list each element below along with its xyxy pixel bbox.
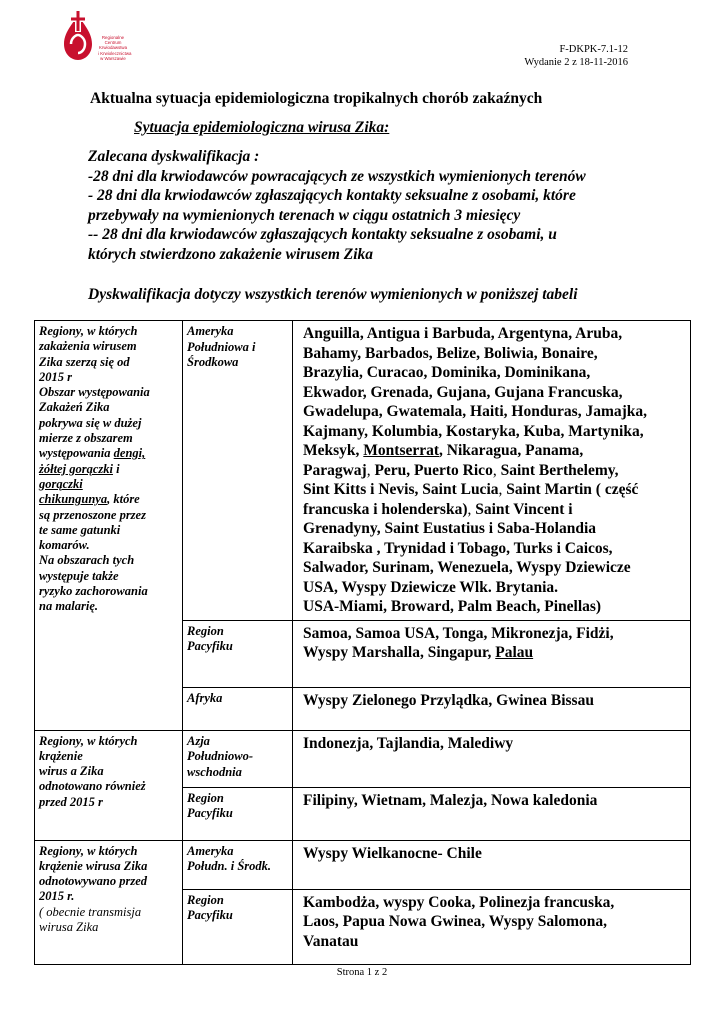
text-run: są przenoszone przez [39,507,146,522]
country-text: Samoa, Samoa USA, Tonga, Mikronezja, Fidżi, [303,624,614,642]
region-group-description [35,321,183,731]
region-group-description [35,840,183,964]
description-line [39,874,178,889]
region-name-cell [183,889,293,964]
countries-line [303,480,686,500]
region-name-line: Pacyfiku [187,639,233,653]
text-run: pokrywa się w dużej [39,415,142,430]
disqualification-heading: Zalecana dyskwalifikacja : [88,148,260,165]
logo-line: Centrum [104,40,122,46]
page-footer: Strona 1 z 2 [336,967,388,978]
country-text: Montserrat [363,442,440,459]
table-row [35,321,691,621]
region-name-line: Afryka [187,690,223,705]
table-row [35,730,691,787]
countries-line [303,402,686,422]
description-line [39,599,178,614]
text-run: odnotowano również [39,779,146,794]
region-name-line: Region [187,623,224,638]
countries-line [303,324,686,344]
country-text: Laos, Papua Nowa Gwinea, Wyspy Salomona, [303,913,608,930]
country-text: Wyspy Marshalla, Singapur, [303,644,496,661]
country-text: Gwadelupa, Gwatemala, Haiti, Honduras, Jamajka, [303,403,648,420]
description-line [39,477,178,492]
description-line [39,764,178,779]
text-run: wirus a Zika [39,764,104,779]
description-line [39,523,178,538]
countries-line [303,734,686,754]
description-line [39,779,178,794]
text-run: krążenie wirusa Zika [39,858,148,873]
table-body [35,321,691,965]
countries-line [303,441,686,461]
country-text: Paragwaj [303,461,367,479]
description-line [39,355,178,370]
countries-line [303,624,686,644]
description-line [39,431,178,446]
country-text: francuska i holenderska) [303,500,468,518]
country-text: , [366,461,375,479]
region-name-cell [183,787,293,840]
region-name-line: Środkowa [187,355,239,369]
country-text: Meksyk, [303,442,364,459]
text-run: odnotowywano przed [39,874,148,889]
blood-drop-logo-icon [62,8,102,68]
description-line [39,385,178,400]
country-text: Filipiny, Wietnam, Malezja, Nowa kaledonia [303,791,598,809]
region-name-line: Południowo- [187,749,253,763]
countries-line [303,578,686,598]
description-line [39,324,178,339]
description-line [39,400,178,415]
region-name-line: Ameryka [187,324,234,338]
countries-line [303,558,686,578]
description-line [39,749,178,764]
text-run: Regiony, w których [39,733,138,748]
region-name-line: Ameryka [187,843,234,858]
description-line [39,859,178,874]
region-name-line: wschodnia [187,764,242,779]
country-text: Brazylia, Curacao, Dominika, Dominikana, [303,364,591,381]
logo-line: Regionalne [101,35,125,40]
text-run: 2015 r [39,369,72,384]
countries-line [303,500,686,520]
text-run: dengi, [113,446,146,461]
country-text: USA, Wyspy Dziewicze Wlk. Brytania. [303,578,559,596]
country-text: Anguilla, Antigua i Barbuda, Argentyna, Aruba, [303,325,623,342]
description-line [39,508,178,523]
text-run: mierze z obszarem [39,431,133,446]
description-line [39,339,178,354]
description-line [39,492,178,507]
countries-line [303,912,686,932]
table-note: Dyskwalifikacja dotyczy wszystkich terenów wymienionych w poniższej tabeli [88,286,578,303]
countries-line [303,344,686,364]
form-code: F-DKPK-7.1-12 [559,44,628,55]
countries-line [303,363,686,383]
country-text: Peru, Puerto Rico [374,461,493,479]
text-run: Na obszarach tych [39,553,135,568]
country-text: Sint Kitts i Nevis, Saint Lucia [303,481,499,498]
countries-line [303,691,686,711]
region-group-description [35,730,183,840]
country-text: Saint Berthelemy, [500,461,619,479]
description-line [39,844,178,859]
page-title: Aktualna sytuacja epidemiologiczna tropikalnych chorób zakaźnych [90,90,543,107]
description-line [39,584,178,599]
text-run: ( obecnie transmisja [39,904,142,919]
table-row [35,840,691,889]
region-name-line: Azja [187,733,210,748]
text-run: występowania [39,446,114,461]
country-text: Kajmany, Kolumbia, Kostaryka, Kuba, Martynika, [303,422,644,440]
description-line [39,416,178,431]
countries-cell [293,889,691,964]
edition-date: Wydanie 2 z 18-11-2016 [524,57,628,68]
country-text: , [498,481,507,498]
disqualification-line: -- 28 dni dla krwiodawców zgłaszających kontakty seksualne z osobami, u [88,226,557,243]
country-text: , Nikaragua, Panama, [439,442,584,459]
logo-line: Krwiodawstwa [98,45,128,51]
description-line [39,538,178,553]
disqualification-line: - 28 dni dla krwiodawców zgłaszających kontakty seksualne z osobami, które [88,187,576,204]
description-line [39,734,178,749]
text-run: na malarię. [39,599,99,614]
text-run: komarów. [39,538,90,553]
text-run: chikungunya [39,492,108,507]
countries-line [303,643,686,663]
text-run: zakażenia wirusem [39,339,137,354]
country-text: Palau [495,644,534,661]
text-run: występuje także [39,568,119,583]
disqualification-line: przebywały na wymienionych terenach w ciągu ostatnich 3 miesięcy [88,206,521,224]
logo-text [98,35,132,61]
text-run: 2015 r. [39,889,75,904]
text-run: , które [107,492,140,507]
text-run: i [112,461,120,476]
countries-line [303,791,686,811]
disqualification-line: których stwierdzono zakażenie wirusem Zika [88,245,374,263]
description-line [39,905,178,920]
country-text: Vanatau [303,932,359,950]
text-run: Regiony, w których [39,843,138,858]
region-name-cell [183,620,293,687]
country-text: Karaibska , Trynidad i Tobago, Turks i Caicos, [303,539,613,557]
region-name-line: Pacyfiku [187,806,233,820]
country-text: Wyspy Wielkanocne- Chile [303,844,482,862]
region-name-line: Region [187,790,224,805]
countries-cell [293,730,691,787]
document-id [524,43,628,69]
countries-line [303,383,686,403]
text-run: żółtej gorączki [39,461,113,476]
text-run: Obszar występowania [39,385,150,400]
region-name-line: Połudn. i Środk. [187,859,272,873]
text-run: przed 2015 r [39,794,103,809]
region-name-cell [183,321,293,621]
countries-cell [293,840,691,889]
text-run: te same gatunki [39,522,121,537]
text-run: gorączki [39,476,83,491]
region-name-cell [183,687,293,730]
description-line [39,889,178,904]
text-run: Zakażeń Zika [39,400,110,415]
disqualification-line: -28 dni dla krwiodawców powracających ze wszystkich wymienionych terenów [88,167,586,185]
text-run: wirusa Zika [39,919,99,934]
logo-line: w Warszawie [100,55,126,61]
countries-line [303,461,686,481]
text-run: Zika szerzą się od [39,354,130,369]
region-name-cell [183,840,293,889]
text-run: ryzyko zachorowania [39,584,148,599]
zika-regions-table [34,320,691,965]
country-text: Ekwador, Grenada, Gujana, Gujana Francuska, [303,383,623,401]
country-text: , [467,500,476,518]
description-line [39,569,178,584]
country-text: Wyspy Zielonego Przylądka, Gwinea Bissau [303,691,594,709]
region-name-cell [183,730,293,787]
description-line [39,370,178,385]
country-text: Saint Vincent i [475,500,573,518]
country-text: Indonezja, Tajlandia, Malediwy [303,734,514,752]
countries-line [303,519,686,539]
country-text: Salwador, Surinam, Wenezuela, Wyspy Dziewicze [303,559,631,576]
country-text: , [492,461,501,479]
text-run: krążenie [39,748,83,763]
region-name-line: Region [187,892,224,907]
description-line [39,446,178,461]
country-text: Bahamy, Barbados, Belize, Boliwia, Bonaire, [303,344,598,362]
countries-line [303,422,686,442]
countries-cell [293,620,691,687]
country-text: USA-Miami, Broward, Palm Beach, Pinellas) [303,598,602,615]
countries-line [303,893,686,913]
country-text: Saint Martin ( część [506,481,639,498]
countries-line [303,597,686,617]
rckik-logo [62,8,132,68]
description-line [39,462,178,477]
country-text: Kambodża, wyspy Cooka, Polinezja francuska, [303,893,615,911]
description-line [39,795,178,810]
text-run: Regiony, w których [39,324,138,338]
countries-cell [293,321,691,621]
country-text: Grenadyny, Saint Eustatius i Saba-Holandia [303,520,597,537]
section-subtitle: Sytuacja epidemiologiczna wirusa Zika: [134,119,390,136]
description-line [39,553,178,568]
countries-line [303,844,686,864]
disqualification-block [88,147,668,264]
logo-line: i Krwiolecznictwa [98,50,132,56]
countries-cell [293,787,691,840]
region-name-line: Południowa i [187,339,256,354]
region-name-line: Pacyfiku [187,908,233,922]
countries-cell [293,687,691,730]
countries-line [303,539,686,559]
description-line [39,920,178,935]
countries-line [303,932,686,952]
